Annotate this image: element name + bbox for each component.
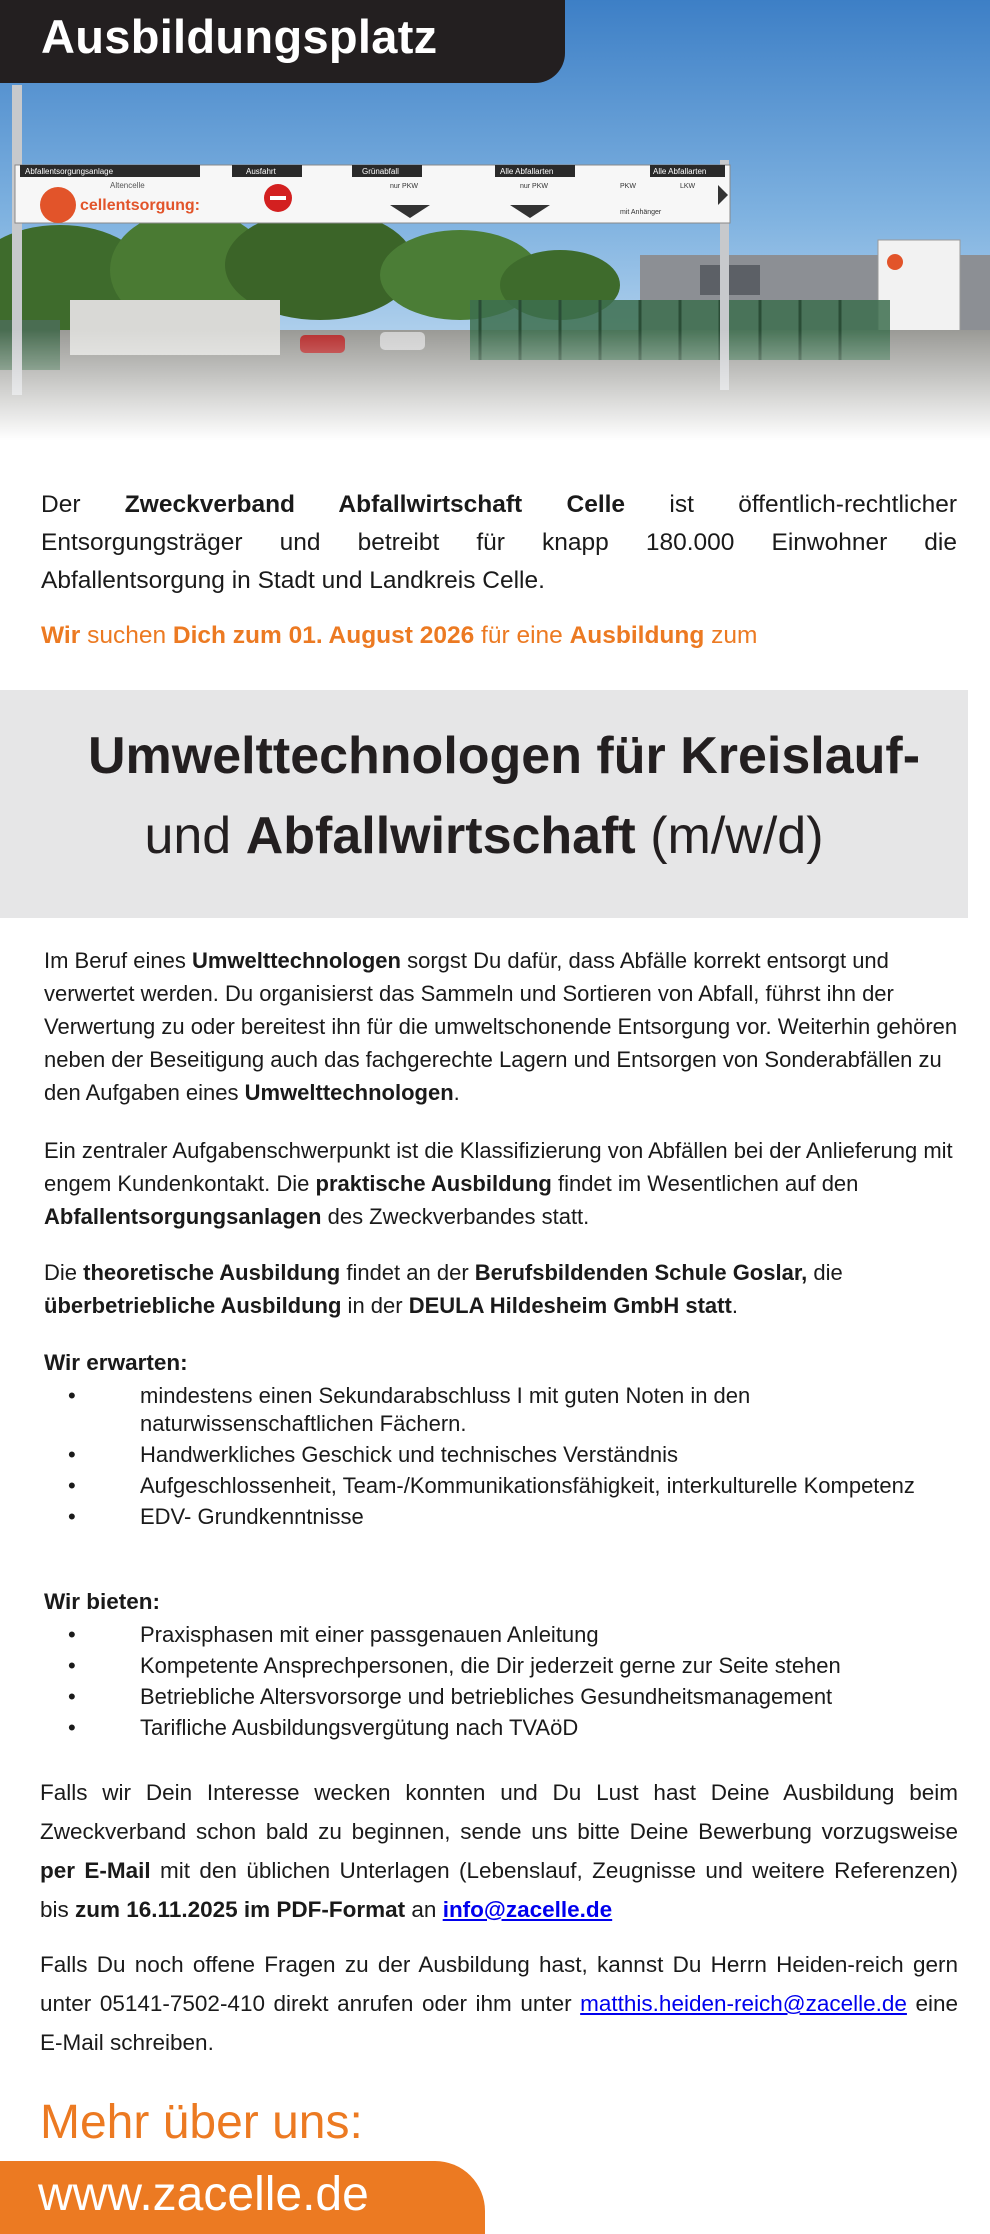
p3-e: die [807, 1260, 843, 1285]
more-about-us: Mehr über uns: [40, 2096, 363, 2149]
job-title-line2 [0, 806, 968, 866]
apply-a: Falls wir Dein Interesse wecken konnten und Du Lust hast Deine Ausbildung beim Zweckverband schon bald zu beginnen, sende uns bitte Deine Bewerbung vorzugsweise [40, 1780, 958, 1844]
email-link-info[interactable]: info@zacelle.de [442, 1897, 613, 1922]
p1-a: Im Beruf eines [44, 948, 192, 973]
list-item: • Tarifliche Ausbildungsvergütung nach TVAöD [44, 1714, 944, 1742]
p3-f: überbetriebliche Ausbildung [44, 1293, 342, 1318]
sign-text-ausfahrt: Ausfahrt [246, 167, 276, 176]
offer-list [44, 1621, 944, 1745]
sign-text-nur-pkw-1: nur PKW [390, 183, 419, 190]
list-item: • mindestens einen Sekundarabschluss I mit guten Noten in den naturwissenschaftlichen Fächern. [44, 1382, 944, 1438]
list-item: • Aufgeschlossenheit, Team-/Kommunikationsfähigkeit, interkulturelle Kompetenz [44, 1472, 944, 1500]
intro-pre: Der [41, 491, 125, 518]
p1-d: Umwelttechnologen [244, 1080, 454, 1105]
p1-e: . [453, 1080, 460, 1105]
contact-paragraph [40, 1945, 958, 2062]
apply-c: mit den üblichen Unterlagen (Lebenslauf, Zeugnisse und weitere Referenzen) bis [40, 1858, 958, 1922]
job-title-box [0, 690, 968, 918]
seek-zum: zum [704, 622, 758, 649]
contact-a: Falls Du noch offene Fragen zu der Ausbildung hast, kannst Du Herrn Heiden-reich gern unter 05141-7502-410 direkt anrufen oder ihm unter [40, 1952, 958, 2016]
sign-text-pkw: PKW [620, 183, 636, 190]
p2-c: findet im Wesentlichen auf den [551, 1171, 859, 1196]
p3-i: . [731, 1293, 738, 1318]
sign-text-cellentsorgung: cellentsorgung: [80, 197, 201, 214]
expect-heading: Wir erwarten: [44, 1350, 188, 1375]
email-link-contact[interactable]: matthis.heiden-reich@zacelle.de [580, 1991, 907, 2016]
list-item: • Handwerkliches Geschick und technisches Verständnis [44, 1441, 944, 1469]
apply-e: an [405, 1897, 443, 1922]
offer-heading: Wir bieten: [44, 1589, 161, 1614]
sign-text-gruenabfall: Grünabfall [362, 167, 399, 176]
apply-d: zum 16.11.2025 im PDF-Format [75, 1897, 406, 1922]
p1-b: Umwelttechnologen [191, 948, 401, 973]
sign-text-altencelle: Altencelle [110, 181, 145, 190]
seek-ausbildung: Ausbildung [569, 622, 705, 649]
seek-wir: Wir [41, 622, 81, 649]
seek-date: Dich zum 01. August 2026 [172, 622, 475, 649]
sign-text-alle-1: Alle Abfallarten [500, 167, 554, 176]
intro-last-line: Abfallentsorgung in Stadt und Landkreis Celle. [41, 567, 545, 594]
sign-text-anlage: Abfallentsorgungsanlage [25, 167, 114, 176]
ausbildungsplatz-badge [0, 0, 565, 83]
p2-d: Abfallentsorgungsanlagen [44, 1204, 322, 1229]
description-paragraph-1 [44, 944, 959, 1109]
list-item: • Betriebliche Altersvorsorge und betriebliches Gesundheitsmanagement [44, 1683, 944, 1711]
badge-label: Ausbildungsplatz [41, 10, 438, 63]
seek-fuer: für eine [474, 622, 570, 649]
title-abfallwirtschaft: Abfallwirtschaft [245, 807, 636, 865]
intro-text [41, 486, 957, 562]
p3-g: in der [341, 1293, 409, 1318]
contact-b: eine E-Mail schreiben. [40, 1991, 959, 2055]
sign-text-anhaenger: mit Anhänger [620, 209, 662, 216]
job-title-line1: Umwelttechnologen für Kreislauf- [87, 727, 921, 785]
p3-a: Die [44, 1260, 84, 1285]
website-url[interactable]: www.zacelle.de [38, 2168, 369, 2221]
list-item: • Kompetente Ansprechpersonen, die Dir jederzeit gerne zur Seite stehen [44, 1652, 944, 1680]
sign-text-lkw: LKW [680, 183, 696, 190]
intro-post: ist öffentlich-rechtlicher Entsorgungsträger und betreibt für knapp 180.000 Einwohner die [41, 491, 957, 556]
description-paragraph-2 [44, 1134, 959, 1233]
apply-b: per E-Mail [40, 1858, 151, 1883]
intro-org: Zweckverband Abfallwirtschaft Celle [124, 491, 626, 518]
list-item: • EDV- Grundkenntnisse [44, 1503, 944, 1531]
p3-h: DEULA Hildesheim GmbH statt [408, 1293, 732, 1318]
p3-b: theoretische Ausbildung [83, 1260, 341, 1285]
seek-line [41, 622, 757, 650]
list-item: • Praxisphasen mit einer passgenauen Anleitung [44, 1621, 944, 1649]
p1-c: sorgst Du dafür, dass Abfälle korrekt entsorgt und verwertet werden. Du organisierst das Sammeln und Sortieren von Abfall, führst ihn der Verwertung zu oder bereitest ihn für die umweltschonende Entsorgung vor. Weiterhin gehören neben der Beseitigung auch das fachgerechte Lagern und Entsorgen von Sonderabfällen zu den Aufgaben eines [44, 948, 958, 1105]
p2-e: des Zweckverbandes statt. [321, 1204, 590, 1229]
website-banner[interactable] [0, 2161, 485, 2234]
p3-d: Berufsbildenden Schule Goslar, [474, 1260, 808, 1285]
p2-b: praktische Ausbildung [315, 1171, 552, 1196]
title-und: und [144, 807, 246, 865]
p2-a: Ein zentraler Aufgabenschwerpunkt ist die Klassifizierung von Abfällen bei der Anlieferung mit engem Kundenkontakt. Die [44, 1138, 953, 1196]
application-paragraph [40, 1773, 958, 1929]
sign-text-alle-2: Alle Abfallarten [653, 167, 707, 176]
description-paragraph-3 [44, 1256, 959, 1322]
title-mwd: (m/w/d) [635, 807, 824, 865]
p3-c: findet an der [340, 1260, 475, 1285]
seek-suchen: suchen [80, 622, 173, 649]
sign-text-nur-pkw-2: nur PKW [520, 183, 549, 190]
expect-list [44, 1382, 944, 1534]
hero-photo [0, 0, 990, 440]
